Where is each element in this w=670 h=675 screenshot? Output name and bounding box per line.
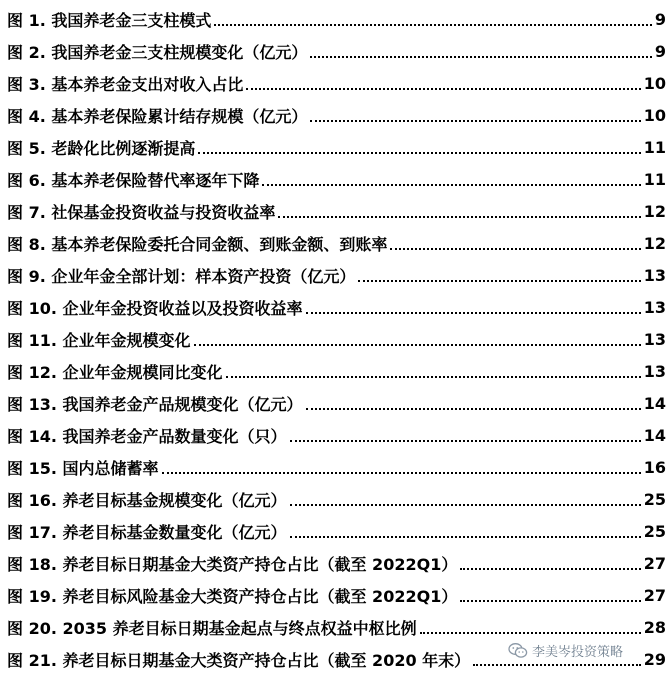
toc-entry-page: 13 xyxy=(643,265,666,285)
toc-entry-label: 图 2. 我国养老金三支柱规模变化（亿元） xyxy=(7,42,308,62)
toc-entry[interactable] xyxy=(7,227,666,259)
toc-entry-page: 9 xyxy=(654,9,666,29)
dot-leader xyxy=(290,440,641,442)
dot-leader xyxy=(306,408,641,410)
watermark-text: 李美岑投资策略 xyxy=(532,644,624,660)
toc-entry-label: 图 15. 国内总储蓄率 xyxy=(7,458,159,478)
dot-leader xyxy=(194,344,641,346)
toc-entry-page: 11 xyxy=(643,169,666,189)
toc-entry[interactable] xyxy=(7,131,666,163)
toc-entry-page: 27 xyxy=(643,585,666,605)
toc-entry-label: 图 16. 养老目标基金规模变化（亿元） xyxy=(7,490,287,510)
toc-entry[interactable] xyxy=(7,483,666,515)
dot-leader xyxy=(226,376,641,378)
toc-entry[interactable] xyxy=(7,67,666,99)
toc-entry[interactable] xyxy=(7,195,666,227)
wechat-watermark xyxy=(506,638,625,662)
toc-entry-label: 图 11. 企业年金规模变化 xyxy=(7,330,191,350)
dot-leader xyxy=(290,504,641,506)
toc-entry-label: 图 7. 社保基金投资收益与投资收益率 xyxy=(7,202,276,222)
toc-entry[interactable] xyxy=(7,387,666,419)
toc-entry-label: 图 3. 基本养老金支出对收入占比 xyxy=(7,74,244,94)
dot-leader xyxy=(473,664,641,666)
toc-entry[interactable] xyxy=(7,451,666,483)
toc-entry[interactable] xyxy=(7,579,666,611)
toc-entry[interactable] xyxy=(7,355,666,387)
toc-entry-page: 14 xyxy=(643,425,666,445)
toc-entry-page: 25 xyxy=(643,489,666,509)
toc-entry-label: 图 6. 基本养老保险替代率逐年下降 xyxy=(7,170,260,190)
toc-entry[interactable] xyxy=(7,515,666,547)
toc-entry-page: 10 xyxy=(643,105,666,125)
toc-entry[interactable] xyxy=(7,3,666,35)
toc-entry-page: 11 xyxy=(643,137,666,157)
toc-entry-label: 图 10. 企业年金投资收益以及投资收益率 xyxy=(7,298,303,318)
dot-leader xyxy=(358,280,640,282)
toc-entry[interactable] xyxy=(7,259,666,291)
dot-leader xyxy=(390,248,640,250)
toc-entry[interactable] xyxy=(7,419,666,451)
toc-entry-page: 16 xyxy=(643,457,666,477)
toc-entry-page: 12 xyxy=(643,233,666,253)
dot-leader xyxy=(278,216,640,218)
wechat-icon xyxy=(508,642,528,659)
toc-entry-page: 12 xyxy=(643,201,666,221)
dot-leader xyxy=(460,568,640,570)
toc-entry-page: 9 xyxy=(654,41,666,61)
toc-entry-page: 29 xyxy=(643,649,666,669)
figure-table-of-contents xyxy=(7,3,666,675)
toc-entry-label: 图 8. 基本养老保险委托合同金额、到账金额、到账率 xyxy=(7,234,388,254)
toc-entry-label: 图 18. 养老目标日期基金大类资产持仓占比（截至 2022Q1） xyxy=(7,554,458,574)
toc-entry-label: 图 5. 老龄化比例逐渐提高 xyxy=(7,138,196,158)
toc-entry-page: 14 xyxy=(643,393,666,413)
dot-leader xyxy=(246,88,640,90)
toc-entry-page: 25 xyxy=(643,521,666,541)
toc-entry-label: 图 17. 养老目标基金数量变化（亿元） xyxy=(7,522,287,542)
dot-leader xyxy=(162,472,641,474)
toc-entry-label: 图 1. 我国养老金三支柱模式 xyxy=(7,10,212,30)
toc-entry[interactable] xyxy=(7,99,666,131)
dot-leader xyxy=(214,24,652,26)
toc-entry-page: 13 xyxy=(643,329,666,349)
dot-leader xyxy=(198,152,640,154)
toc-entry-page: 27 xyxy=(643,553,666,573)
toc-entry-label: 图 9. 企业年金全部计划：样本资产投资（亿元） xyxy=(7,266,356,286)
toc-entry-label: 图 13. 我国养老金产品规模变化（亿元） xyxy=(7,394,303,414)
toc-entry[interactable] xyxy=(7,163,666,195)
toc-entry[interactable] xyxy=(7,547,666,579)
toc-entry-label: 图 20. 2035 养老目标日期基金起点与终点权益中枢比例 xyxy=(7,618,417,638)
dot-leader xyxy=(262,184,640,186)
toc-entry-page: 13 xyxy=(643,361,666,381)
toc-entry-page: 13 xyxy=(643,297,666,317)
toc-entry-label: 图 14. 我国养老金产品数量变化（只） xyxy=(7,426,287,446)
toc-entry-label: 图 12. 企业年金规模同比变化 xyxy=(7,362,223,382)
dot-leader xyxy=(310,120,640,122)
dot-leader xyxy=(310,56,652,58)
toc-entry-label: 图 4. 基本养老保险累计结存规模（亿元） xyxy=(7,106,308,126)
toc-entry-label: 图 19. 养老目标风险基金大类资产持仓占比（截至 2022Q1） xyxy=(7,586,458,606)
toc-entry[interactable] xyxy=(7,291,666,323)
toc-entry-label: 图 21. 养老目标日期基金大类资产持仓占比（截至 2020 年末） xyxy=(7,650,471,670)
toc-entry[interactable] xyxy=(7,323,666,355)
dot-leader xyxy=(290,536,641,538)
dot-leader xyxy=(420,632,641,634)
dot-leader xyxy=(460,600,640,602)
dot-leader xyxy=(306,312,641,314)
toc-entry-page: 28 xyxy=(643,617,666,637)
toc-entry-page: 10 xyxy=(643,73,666,93)
toc-entry[interactable] xyxy=(7,35,666,67)
